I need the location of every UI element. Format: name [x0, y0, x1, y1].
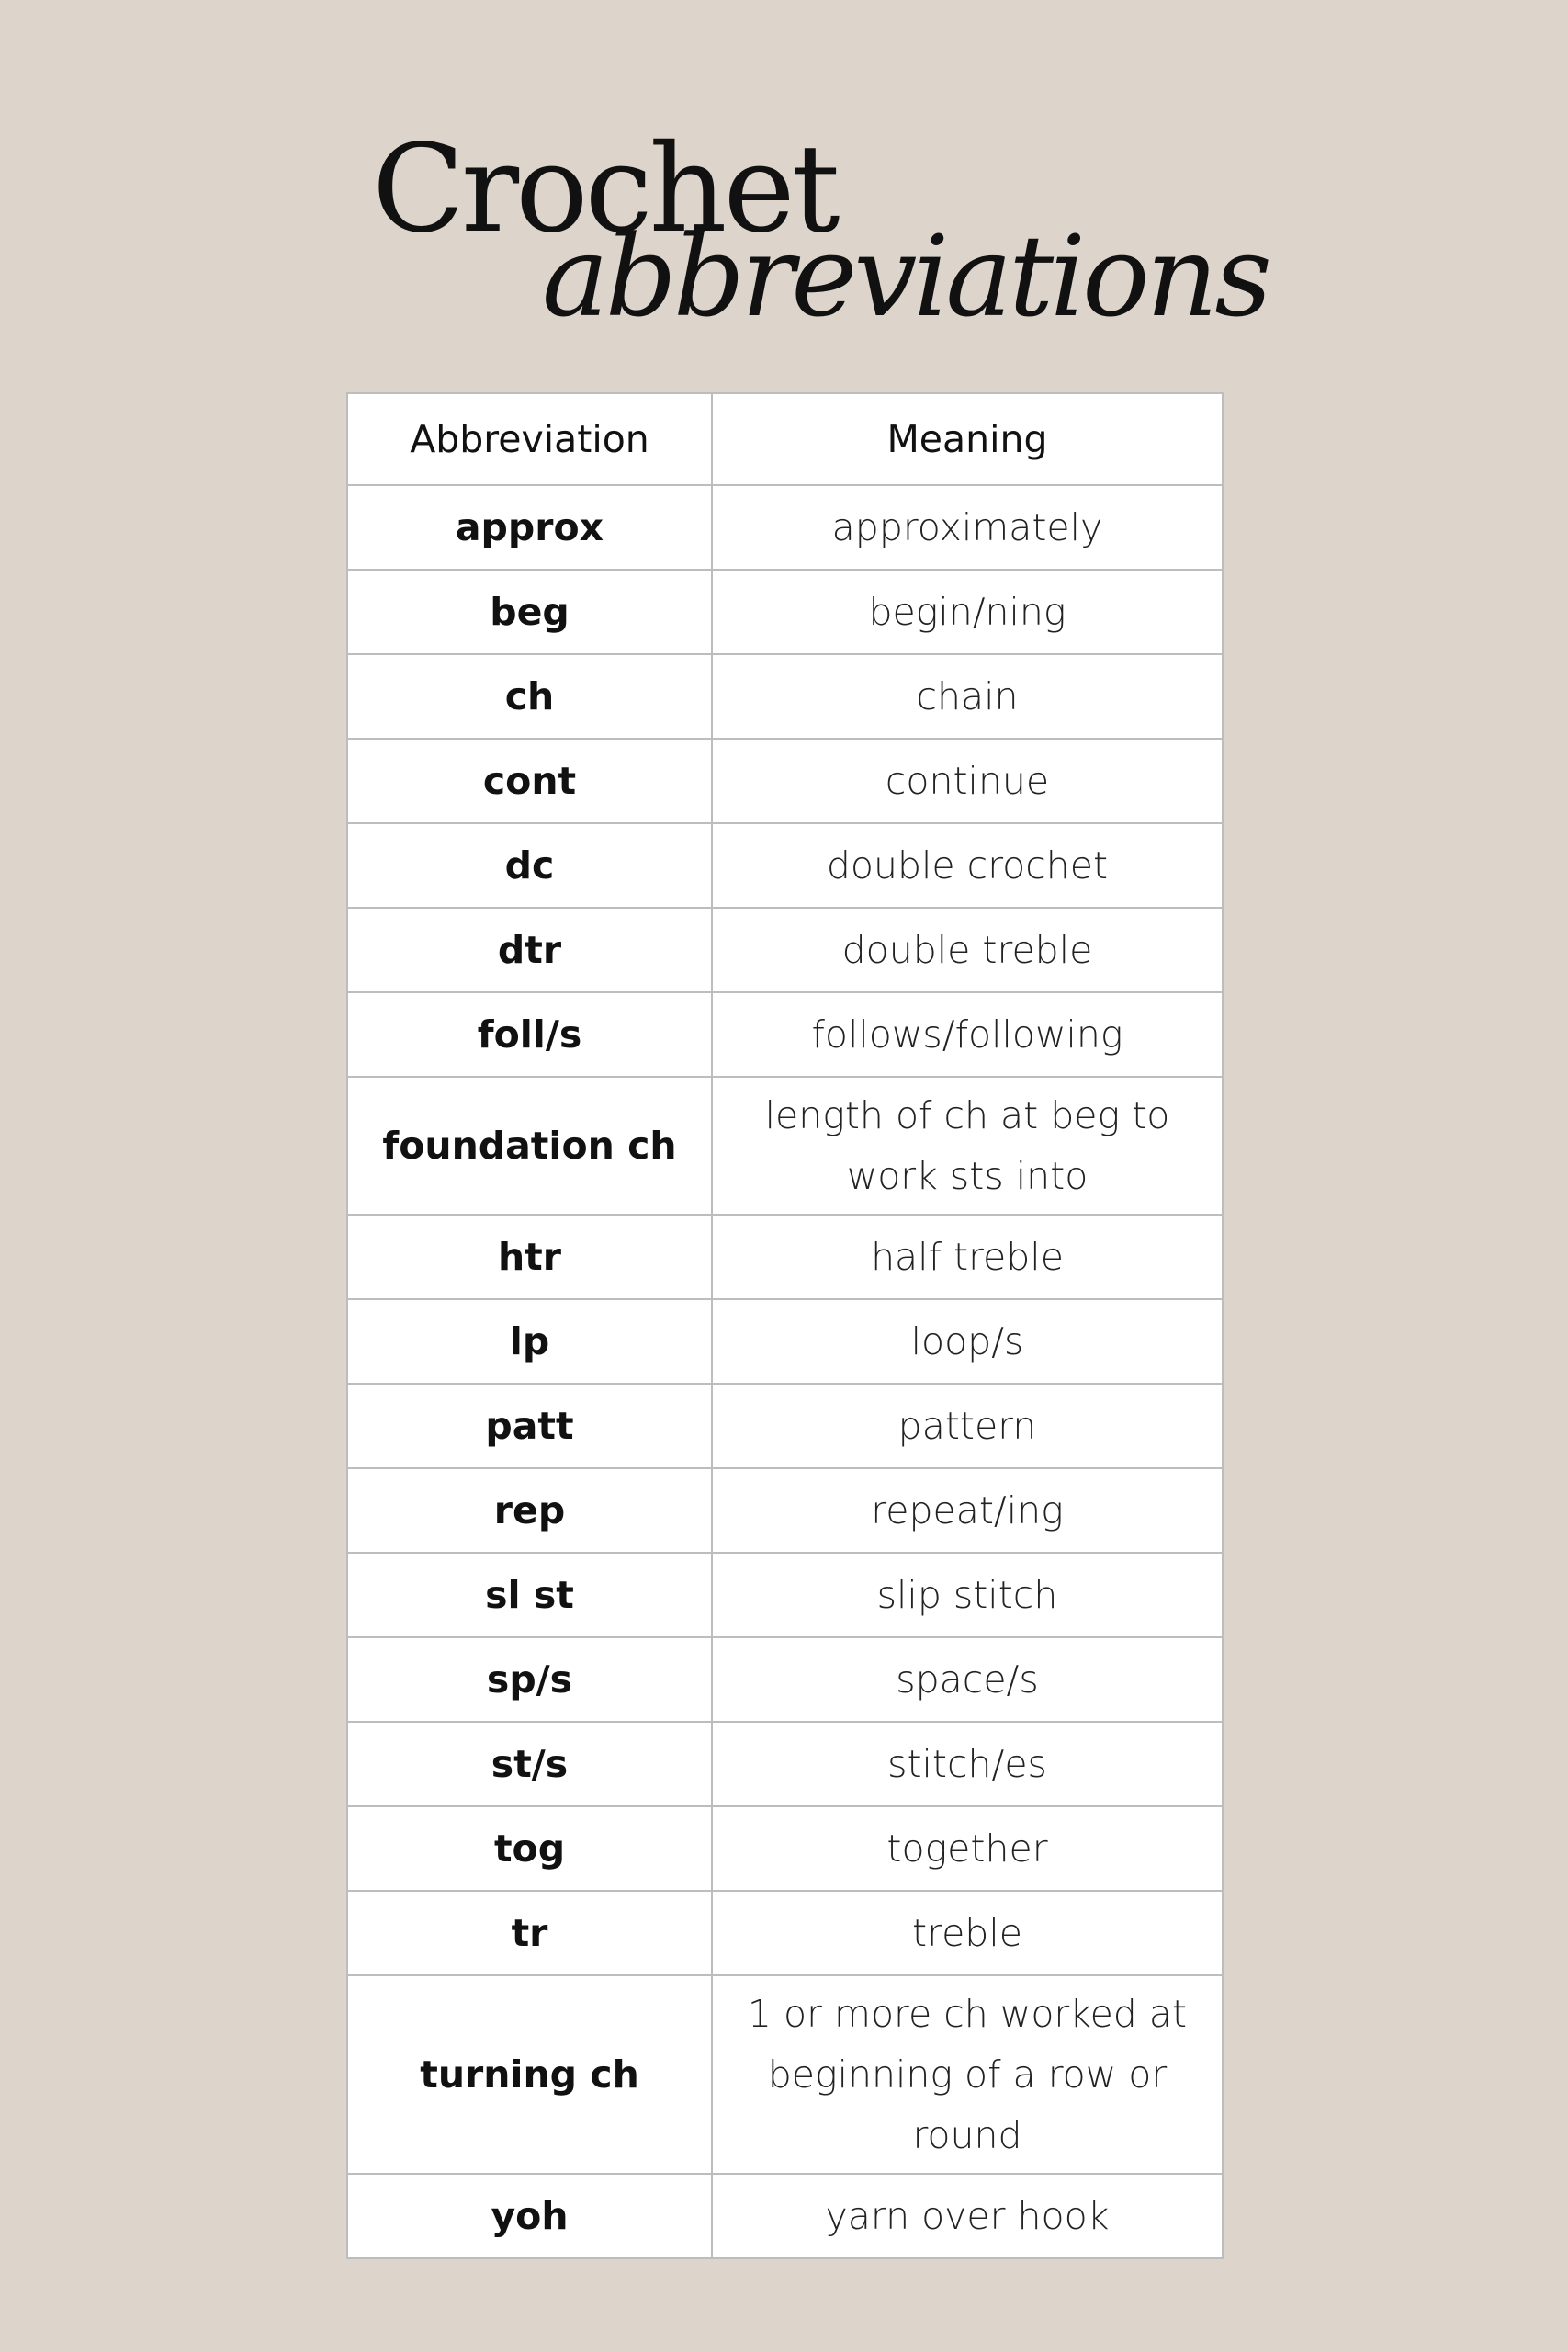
abbreviation-cell: approx	[347, 485, 712, 570]
table-row	[347, 485, 1223, 570]
meaning-cell: slip stitch	[712, 1553, 1223, 1637]
meaning-cell: together	[712, 1806, 1223, 1891]
meaning-cell: follows/following	[712, 992, 1223, 1077]
meaning-cell: chain	[712, 654, 1223, 739]
abbreviation-cell: foll/s	[347, 992, 712, 1077]
abbreviation-cell: foundation ch	[347, 1077, 712, 1215]
meaning-cell: stitch/es	[712, 1722, 1223, 1806]
table-row	[347, 1975, 1223, 2174]
meaning-cell: half treble	[712, 1215, 1223, 1299]
abbreviation-cell: patt	[347, 1384, 712, 1468]
table-row	[347, 1077, 1223, 1215]
table-row	[347, 1299, 1223, 1384]
title-line-abbreviations: abbreviations	[542, 211, 1269, 342]
abbreviation-cell: sl st	[347, 1553, 712, 1637]
abbreviation-cell: st/s	[347, 1722, 712, 1806]
meaning-cell: begin/ning	[712, 570, 1223, 654]
abbreviations-table	[346, 392, 1224, 2259]
abbreviation-cell: turning ch	[347, 1975, 712, 2174]
abbreviation-cell: dc	[347, 823, 712, 908]
table-row	[347, 1637, 1223, 1722]
meaning-cell: space/s	[712, 1637, 1223, 1722]
meaning-cell: yarn over hook	[712, 2174, 1223, 2258]
abbreviation-cell: beg	[347, 570, 712, 654]
header-meaning: Meaning	[712, 393, 1223, 485]
table-row	[347, 1215, 1223, 1299]
table-row	[347, 1722, 1223, 1806]
abbreviation-cell: rep	[347, 1468, 712, 1553]
table-body	[347, 485, 1223, 2258]
abbreviation-cell: cont	[347, 739, 712, 823]
header-abbreviation: Abbreviation	[347, 393, 712, 485]
meaning-cell: pattern	[712, 1384, 1223, 1468]
abbreviation-cell: tog	[347, 1806, 712, 1891]
abbreviation-cell: lp	[347, 1299, 712, 1384]
table-header-row	[347, 393, 1223, 485]
meaning-cell: loop/s	[712, 1299, 1223, 1384]
meaning-cell: treble	[712, 1891, 1223, 1975]
table-row	[347, 908, 1223, 992]
meaning-cell: repeat/ing	[712, 1468, 1223, 1553]
meaning-cell: double treble	[712, 908, 1223, 992]
table-row	[347, 1806, 1223, 1891]
meaning-cell: 1 or more ch worked at beginning of a row or round	[712, 1975, 1223, 2174]
abbreviation-cell: tr	[347, 1891, 712, 1975]
table-row	[347, 823, 1223, 908]
table-row	[347, 1891, 1223, 1975]
table-row	[347, 2174, 1223, 2258]
table-row	[347, 992, 1223, 1077]
table-row	[347, 1468, 1223, 1553]
abbreviation-cell: yoh	[347, 2174, 712, 2258]
abbreviation-cell: sp/s	[347, 1637, 712, 1722]
abbreviation-cell: htr	[347, 1215, 712, 1299]
meaning-cell: approximately	[712, 485, 1223, 570]
abbreviation-cell: ch	[347, 654, 712, 739]
page-title	[0, 0, 1568, 386]
table-row	[347, 1553, 1223, 1637]
meaning-cell: double crochet	[712, 823, 1223, 908]
table-row	[347, 570, 1223, 654]
table-row	[347, 739, 1223, 823]
title-line-crochet: Crochet	[372, 119, 837, 260]
meaning-cell: continue	[712, 739, 1223, 823]
table-row	[347, 1384, 1223, 1468]
meaning-cell: length of ch at beg to work sts into	[712, 1077, 1223, 1215]
table-row	[347, 654, 1223, 739]
abbreviation-cell: dtr	[347, 908, 712, 992]
